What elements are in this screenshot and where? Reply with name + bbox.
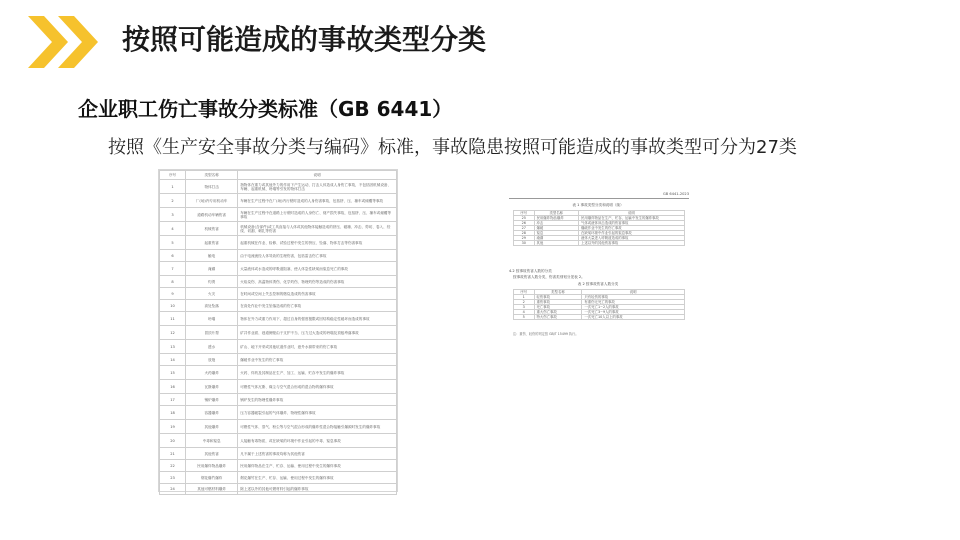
- table2-caption: 表 2 按事故伤害人数分类: [577, 282, 619, 286]
- cell-name: 窒息: [534, 231, 578, 236]
- cell-desc: 可燃性气体瓦斯、煤尘与空气混合形成的混合物的爆炸事故: [238, 380, 397, 394]
- table-row: [160, 262, 397, 276]
- cell-name: 重伤事故: [534, 300, 582, 305]
- header-divider: [509, 198, 689, 199]
- cell-name: 冒顶片帮: [186, 326, 238, 340]
- cell-no: 1: [514, 295, 535, 300]
- cell-no: 15: [160, 366, 186, 380]
- cell-no: 16: [160, 380, 186, 394]
- cell-name: 死亡事故: [534, 305, 582, 310]
- cell-no: 13: [160, 340, 186, 354]
- cell-desc: 火焰烧伤、高温物体烫伤、化学灼伤、物理灼伤等造成的伤害事故: [238, 276, 397, 288]
- cell-name: 其他伤害: [186, 448, 238, 460]
- cell-no: 4: [514, 310, 535, 315]
- cell-name: 火灾: [186, 288, 238, 300]
- cell-no: 17: [160, 394, 186, 406]
- cell-no: 5: [514, 315, 535, 320]
- cell-desc: 液体大量进入呼吸道造成的事故: [578, 236, 684, 241]
- cell-name: 放炮: [186, 354, 238, 366]
- cell-name: 其他: [534, 241, 578, 246]
- cell-no: 5: [160, 236, 186, 250]
- table-row: [160, 460, 397, 472]
- cell-no: 1: [160, 180, 186, 194]
- table-row: [160, 340, 397, 354]
- cell-desc: 烟花爆竹在生产、贮存、运输、使用过程中发生的爆炸事故: [238, 472, 397, 484]
- cell-no: 7: [160, 262, 186, 276]
- cell-desc: 由于电流流经人体导致的生理伤害，包括雷击伤亡事故: [238, 250, 397, 262]
- column-header-name: 类型名称: [534, 290, 582, 295]
- table-header-row: [160, 171, 397, 180]
- cell-name: 锅炉爆炸: [186, 394, 238, 406]
- cell-no: 9: [160, 288, 186, 300]
- section-description: 按照《生产安全事故分类与编码》标准，事故隐患按照可能造成的事故类型可分为27类: [108, 137, 797, 158]
- cell-desc: 火药、炸药及其制品在生产、加工、运输、贮存中发生的爆炸事故: [238, 366, 397, 380]
- table-row: [160, 380, 397, 394]
- table-row: [514, 241, 685, 246]
- cell-name: 道路机动车辆伤害: [186, 208, 238, 222]
- table-row: [160, 312, 397, 326]
- cell-desc: 矿山、地下开采或其他坑道作业时，意外水源带来的伤亡事故: [238, 340, 397, 354]
- cell-no: 10: [160, 300, 186, 312]
- table-row: [160, 366, 397, 380]
- table-row: [160, 276, 397, 288]
- cell-desc: 在缺氧环境中作业引起的窒息事故: [578, 231, 684, 236]
- table-row: [160, 236, 397, 250]
- column-header-no: 序号: [514, 211, 535, 216]
- table-row: [160, 194, 397, 208]
- cell-desc: 大量液体或水造成的呼吸道阻塞，使人体急性缺氧而窒息死亡的事故: [238, 262, 397, 276]
- cell-name: 高处坠落: [186, 300, 238, 312]
- cell-desc: 压力容器破裂引起的气体爆炸、物理性爆炸事故: [238, 406, 397, 420]
- column-header-desc: 说明: [238, 171, 397, 180]
- table2: [513, 289, 685, 320]
- table-row: [514, 216, 685, 221]
- cell-desc: 矿井作业面、巷道侧壁由于支护不当、压力过大造成的坍塌及顶板垮落事故: [238, 326, 397, 340]
- cell-no: 3: [160, 208, 186, 222]
- cell-desc: 一次死亡10人以上的事故: [582, 315, 685, 320]
- column-header-name: 类型名称: [534, 211, 578, 216]
- cell-no: 4: [160, 222, 186, 236]
- table-row: [160, 180, 397, 194]
- cell-no: 2: [514, 300, 535, 305]
- cell-name: 特大伤亡事故: [534, 315, 582, 320]
- page-title: 按照可能造成的事故类型分类: [122, 23, 487, 56]
- cell-desc: 车辆在生产过程中在厂(场)内行驶时造成的人身伤害事故，包括挤、压、撞车或倾覆等事故: [238, 194, 397, 208]
- cell-desc: 一次死亡1~2人的事故: [582, 305, 685, 310]
- table-row: [160, 406, 397, 420]
- cell-desc: 在高处作业中发生坠落造成的伤亡事故: [238, 300, 397, 312]
- table-row: [160, 484, 397, 495]
- standard-table-image-right: [503, 190, 693, 336]
- table-row: [160, 250, 397, 262]
- double-chevron-right-icon: [28, 14, 112, 70]
- cell-desc: 凡不属于上述伤害的事故均称为其他伤害: [238, 448, 397, 460]
- table1: [513, 210, 685, 246]
- cell-no: 29: [514, 236, 535, 241]
- cell-name: 起重伤害: [186, 236, 238, 250]
- table-row: [160, 434, 397, 448]
- cell-no: 22: [160, 460, 186, 472]
- cell-name: 民用爆炸物品爆炸: [534, 216, 578, 221]
- cell-name: 火药爆炸: [186, 366, 238, 380]
- cell-desc: 在时间或空间上失去控制的燃烧造成的伤害事故: [238, 288, 397, 300]
- cell-name: 瓦斯爆炸: [186, 380, 238, 394]
- cell-no: 2: [160, 194, 186, 208]
- cell-no: 6: [160, 250, 186, 262]
- cell-name: 透水: [186, 340, 238, 354]
- section-heading: 4.2 按事故伤害人数的分类: [509, 269, 552, 273]
- cell-desc: 物体在外力或重力作用下，超过自身的强度极限或因结构稳定性破坏而造成的事故: [238, 312, 397, 326]
- cell-no: 12: [160, 326, 186, 340]
- cell-name: 其他可燃材料爆炸: [186, 484, 238, 495]
- table-row: [160, 208, 397, 222]
- cell-desc: 民用爆炸物品在生产、贮存、运输、使用过程中发生的爆炸事故: [238, 460, 397, 472]
- cell-desc: 起重机械在作业、检修、试验过程中发生的挤压、坠落、物体打击等伤害事故: [238, 236, 397, 250]
- cell-desc: 上述以外的其他伤害事故: [578, 241, 684, 246]
- cell-name: 淹溺: [186, 262, 238, 276]
- cell-name: 灼烫: [186, 276, 238, 288]
- cell-name: 轻伤事故: [534, 295, 582, 300]
- cell-desc: 民用爆炸物品在生产、贮存、运输中发生的爆炸事故: [578, 216, 684, 221]
- cell-name: 重大伤亡事故: [534, 310, 582, 315]
- table-row: [160, 394, 397, 406]
- table-row: [160, 326, 397, 340]
- cell-name: 爆破: [534, 226, 578, 231]
- cell-no: 28: [514, 231, 535, 236]
- column-header-no: 序号: [514, 290, 535, 295]
- column-header-name: 类型名称: [186, 171, 238, 180]
- cell-name: 民用爆炸物品爆炸: [186, 460, 238, 472]
- cell-desc: 人接触有毒物质，或在缺氧的环境中作业引起的中毒、窒息事故: [238, 434, 397, 448]
- cell-name: 烟花爆竹爆炸: [186, 472, 238, 484]
- cell-desc: 机械设备(含部件)或工具直接与人体或其他物体接触造成的挤压、碰撞、冲击、剪切、卷入、绞绕、切割、刺扎等伤害: [238, 222, 397, 236]
- cell-name: 容器爆炸: [186, 406, 238, 420]
- cell-no: 30: [514, 241, 535, 246]
- cell-name: 物体打击: [186, 180, 238, 194]
- section-subtitle: 企业职工伤亡事故分类标准（GB 6441）: [78, 97, 453, 121]
- section-text: 按事故伤害人数分类，伤害类别划分见表 2。: [513, 275, 585, 279]
- cell-name: 坍塌: [186, 312, 238, 326]
- cell-no: 8: [160, 276, 186, 288]
- table-row: [160, 420, 397, 434]
- cell-desc: 一次死亡3~9人的事故: [582, 310, 685, 315]
- accident-type-table: [159, 170, 397, 495]
- column-header-desc: 说明: [582, 290, 685, 295]
- cell-desc: 爆破作业中发生的伤亡事故: [238, 354, 397, 366]
- standard-table-image-left: [158, 169, 398, 492]
- cell-desc: 爆破作业中发生的伤亡事故: [578, 226, 684, 231]
- table-row: [160, 222, 397, 236]
- cell-name: 中毒和窒息: [186, 434, 238, 448]
- cell-name: 机械伤害: [186, 222, 238, 236]
- cell-desc: 可燃性气体、蒸气、粉尘等与空气混合形成的爆炸性混合物接触引爆源时发生的爆炸事故: [238, 420, 397, 434]
- cell-no: 24: [160, 484, 186, 495]
- table-row: [160, 448, 397, 460]
- cell-desc: 只有轻伤的事故: [582, 295, 685, 300]
- cell-no: 19: [160, 420, 186, 434]
- cell-no: 21: [160, 448, 186, 460]
- cell-no: 25: [514, 216, 535, 221]
- table-row: [514, 315, 685, 320]
- cell-name: 触电: [186, 250, 238, 262]
- cell-no: 14: [160, 354, 186, 366]
- cell-desc: 指物体在重力或其他外力的作用下产生运动，打击人体造成人身伤亡事故，不包括因机械设备、车辆、起重机械、坍塌等引发的物体打击: [238, 180, 397, 194]
- cell-name: 冲击: [534, 221, 578, 226]
- cell-no: 18: [160, 406, 186, 420]
- cell-no: 11: [160, 312, 186, 326]
- cell-name: 其他爆炸: [186, 420, 238, 434]
- cell-desc: 锅炉发生的物理性爆炸事故: [238, 394, 397, 406]
- cell-no: 26: [514, 221, 535, 226]
- cell-name: 厂(场)内专用机动车: [186, 194, 238, 208]
- cell-no: 23: [160, 472, 186, 484]
- table-row: [160, 472, 397, 484]
- cell-no: 27: [514, 226, 535, 231]
- cell-name: 淹溺: [534, 236, 578, 241]
- table-row: [160, 354, 397, 366]
- column-header-desc: 说明: [578, 211, 684, 216]
- cell-desc: 气体或液体冲击造成的伤害事故: [578, 221, 684, 226]
- cell-no: 20: [160, 434, 186, 448]
- cell-no: 3: [514, 305, 535, 310]
- table-row: [160, 300, 397, 312]
- cell-desc: 车辆在生产过程中在道路上行驶时造成的人身伤亡、财产损失事故，包括挤、压、撞车或倾覆等事故: [238, 208, 397, 222]
- table-row: [160, 288, 397, 300]
- cell-desc: 有重伤无死亡的事故: [582, 300, 685, 305]
- column-header-no: 序号: [160, 171, 186, 180]
- table1-caption: 表 1 事故类型分类和说明（续）: [572, 203, 624, 207]
- doc-page-header: GB 6441-2023: [663, 192, 689, 196]
- table-note: 注：重伤、轻伤的判定按 GB/T 15499 执行。: [513, 332, 579, 336]
- cell-desc: 除上述以外的其他可燃材料引起的爆炸事故: [238, 484, 397, 495]
